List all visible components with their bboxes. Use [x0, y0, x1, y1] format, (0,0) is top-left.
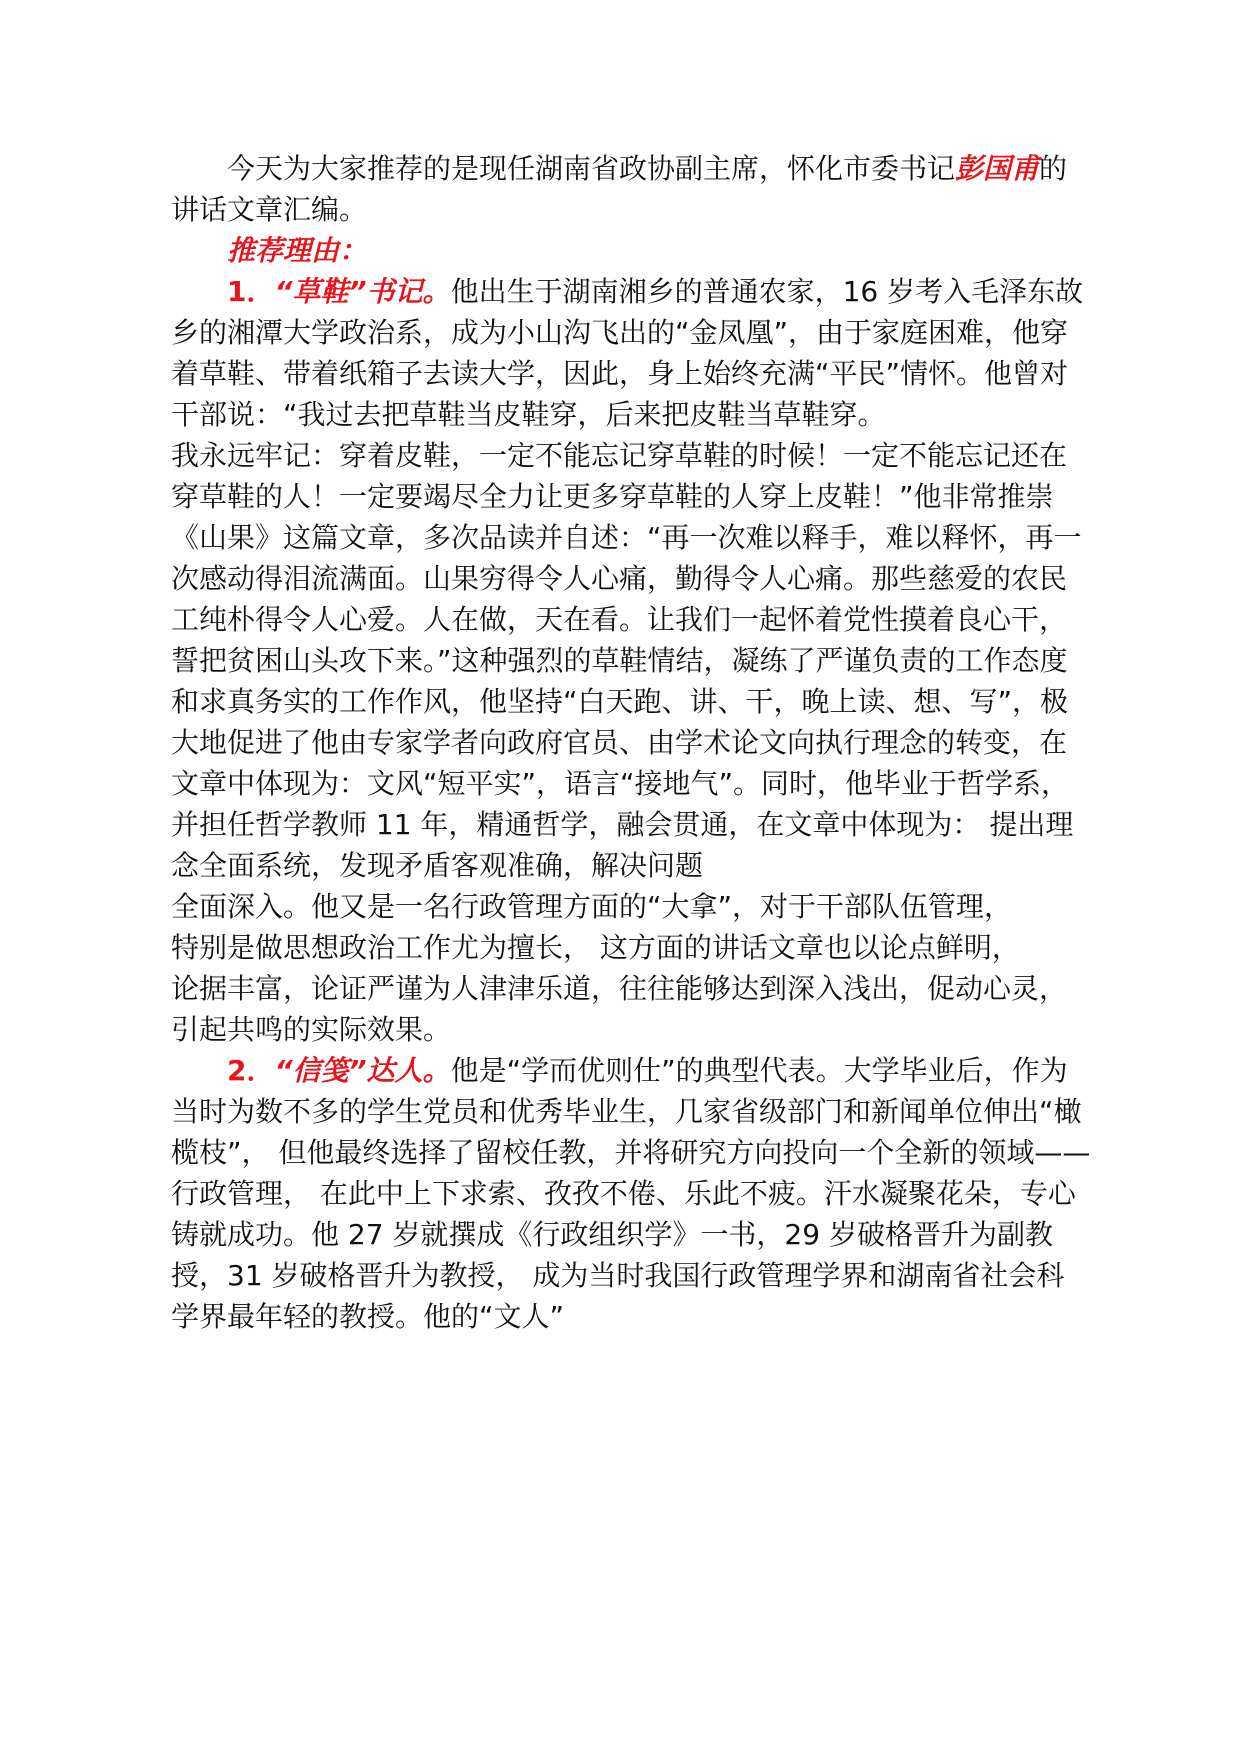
reasons-heading-text: 推荐理由：	[227, 234, 368, 267]
reason-2-title: “信笺”达人。	[274, 1054, 451, 1087]
reason-2-paragraph	[171, 1050, 1091, 1337]
reason-1-title: “草鞋”书记。	[274, 275, 451, 308]
reason-1-paragraph	[171, 271, 1091, 1050]
reason-2-number: 2．	[227, 1054, 275, 1087]
document-body	[171, 148, 1091, 1337]
intro-paragraph	[171, 148, 1091, 230]
intro-text-after: 的讲话文章汇编。	[171, 152, 1068, 226]
reason-2-body: 他是“学而优则仕”的典型代表。大学毕业后，作为当时为数不多的学生党员和优秀毕业生，几家省级部门和新闻单位伸出“橄榄枝”， 但他最终选择了留校任教，并将研究方向投向一个全新的领域——行政管理， 在此中上下求索、孜孜不倦、乐此不疲。汗水凝聚花朵，专心铸就成功。他 27 岁就撰成《行政组织学》一书，29 岁破格晋升为副教授，31 岁破格晋升为教授， 成为当时我国行政管理学界和湖南省社会科学界最年轻的教授。他的“文人”	[171, 1054, 1091, 1333]
reasons-heading	[171, 230, 1091, 271]
reason-1-number: 1．	[227, 275, 275, 308]
intro-text-before: 今天为大家推荐的是现任湖南省政协副主席，怀化市委书记	[227, 152, 956, 185]
highlighted-name: 彭国甫	[955, 152, 1040, 185]
reason-1-body: 他出生于湖南湘乡的普通农家，16 岁考入毛泽东故乡的湘潭大学政治系，成为小山沟飞出的“金凤凰”，由于家庭困难，他穿着草鞋、带着纸箱子去读大学，因此，身上始终充满“平民”情怀。他曾对干部说：“我过去把草鞋当皮鞋穿，后来把皮鞋当草鞋穿。 我永远牢记：穿着皮鞋，一定不能忘记穿草鞋的时候！一定不能忘记还在穿草鞋的人！一定要竭尽全力让更多穿草鞋的人穿上皮鞋！”他非常推崇《山果》这篇文章，多次品读并自述：“再一次难以释手，难以释怀，再一次感动得泪流满面。山果穷得令人心痛，勤得令人心痛。那些慈爱的农民工纯朴得令人心爱。人在做，天在看。让我们一起怀着党性摸着良心干，誓把贫困山头攻下来。”这种强烈的草鞋情结，凝练了严谨负责的工作态度和求真务实的工作作风，他坚持“白天跑、讲、干，晚上读、想、写”，极大地促进了他由专家学者向政府官员、由学术论文向执行理念的转变，在文章中体现为：文风“短平实”，语言“接地气”。同时，他毕业于哲学系，并担任哲学教师 11 年，精通哲学，融会贯通，在文章中体现为： 提出理念全面系统，发现矛盾客观准确，解决问题 全面深入。他又是一名行政管理方面的“大拿”，对于干部队伍管理， 特别是做思想政治工作尤为擅长， 这方面的讲话文章也以论点鲜明， 论据丰富，论证严谨为人津津乐道，往往能够达到深入浅出，促动心灵，引起共鸣的实际效果。	[171, 275, 1084, 1046]
